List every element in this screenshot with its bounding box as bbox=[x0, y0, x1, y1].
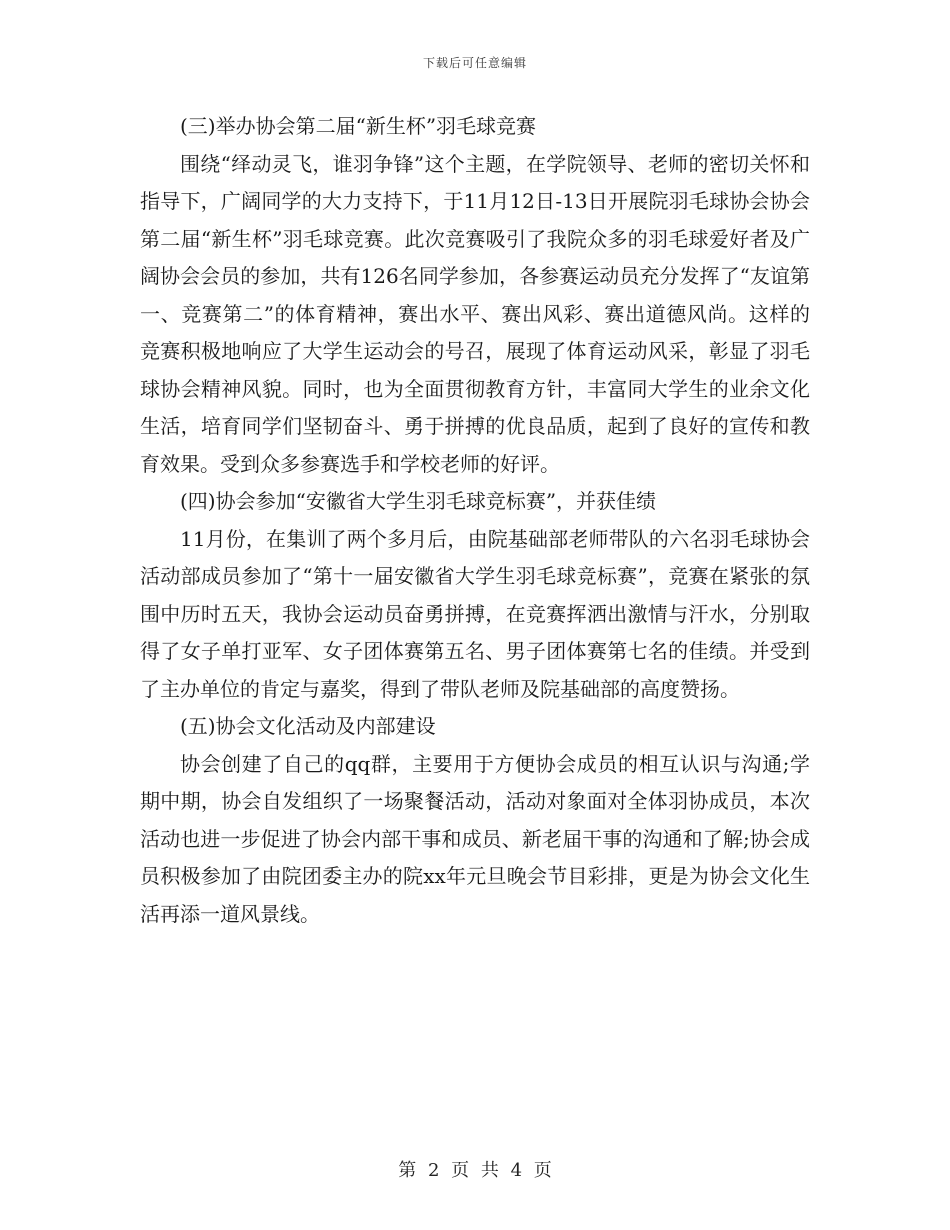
section-heading-5: (五)协会文化活动及内部建设 bbox=[180, 714, 436, 738]
section-paragraph-3: 围绕“绎动灵飞，谁羽争锋”这个主题，在学院领导、老师的密切关怀和指导下，广阔同学的大力支持下，于11月12日-13日开展院羽毛球协会协会第二届“新生杯”羽毛球竞赛。此次竞赛吸引了我院众多的羽毛球爱好者及广阔协会会员的参加，共有126名同学参加，各参赛运动员充分发挥了“友谊第一、竞赛第二”的体育精神，赛出水平、赛出风彩、赛出道德风尚。这样的竞赛积极地响应了大学生运动会的号召，展现了体育运动风采，彰显了羽毛球协会精神风貌。同时，也为全面贯彻教育方针，丰富同大学生的业余文化生活，培育同学们坚韧奋斗、勇于拼搏的优良品质，起到了良好的宣传和教育效果。受到众多参赛选手和学校老师的好评。 bbox=[140, 151, 810, 476]
page-header: 下载后可任意编辑 bbox=[422, 56, 527, 70]
section-heading-4: (四)协会参加“安徽省大学生羽毛球竞标赛”，并获佳绩 bbox=[180, 489, 657, 513]
section-heading-3: (三)举办协会第二届“新生杯”羽毛球竞赛 bbox=[180, 114, 537, 138]
section-paragraph-4: 11月份，在集训了两个多月后，由院基础部老师带队的六名羽毛球协会活动部成员参加了“第十一届安徽省大学生羽毛球竞标赛”，竞赛在紧张的氛围中历时五天，我协会运动员奋勇拼搏，在竞赛挥洒出激情与汗水，分别取得了女子单打亚军、女子团体赛第五名、男子团体赛第七名的佳绩。并受到了主办单位的肯定与嘉奖，得到了带队老师及院基础部的高度赞扬。 bbox=[140, 526, 810, 701]
document-body bbox=[140, 108, 810, 933]
page-footer: 第 2 页 共 4 页 bbox=[398, 1160, 552, 1181]
section-paragraph-5: 协会创建了自己的qq群，主要用于方便协会成员的相互认识与沟通;学期中期，协会自发组织了一场聚餐活动，活动对象面对全体羽协成员，本次活动也进一步促进了协会内部干事和成员、新老届干事的沟通和了解;协会成员积极参加了由院团委主办的院xx年元旦晚会节目彩排，更是为协会文化生活再添一道风景线。 bbox=[140, 751, 810, 926]
